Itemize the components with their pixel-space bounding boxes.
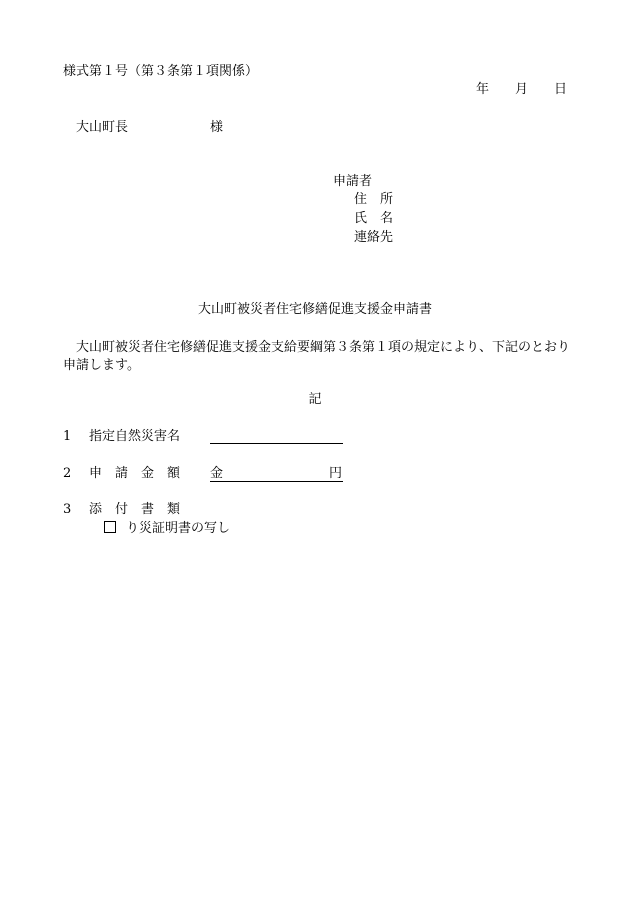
applicant-address-label: 住 所 bbox=[354, 192, 394, 207]
applicant-name-label: 氏 名 bbox=[354, 211, 394, 226]
amount-field[interactable] bbox=[210, 467, 343, 482]
item-number: 3 bbox=[63, 502, 72, 517]
attachment-checkbox[interactable] bbox=[104, 521, 116, 533]
date-line bbox=[476, 83, 567, 96]
item-label: 指定自然災害名 bbox=[89, 429, 181, 444]
applicant-contact-label: 連絡先 bbox=[354, 230, 394, 245]
item-disaster-name bbox=[63, 430, 180, 443]
document-title: 大山町被災者住宅修繕促進支援金申請書 bbox=[197, 302, 432, 317]
item-attachments bbox=[63, 503, 180, 516]
amount-unit: 円 bbox=[328, 466, 342, 481]
item-label: 申 請 金 額 bbox=[89, 466, 181, 481]
date-day: 日 bbox=[554, 82, 568, 97]
addressee-name: 大山町長 bbox=[76, 120, 129, 135]
date-year: 年 bbox=[476, 82, 490, 97]
ki-heading: 記 bbox=[308, 392, 322, 407]
disaster-name-field[interactable] bbox=[210, 443, 343, 444]
attachment-item bbox=[104, 521, 230, 535]
applicant-heading: 申請者 bbox=[333, 174, 373, 189]
amount-prefix: 金 bbox=[210, 466, 224, 481]
form-number: 様式第１号（第３条第１項関係） bbox=[63, 64, 259, 79]
body-text: 大山町被災者住宅修繕促進支援金支給要綱第３条第１項の規定により、下記のとおり申請します。 bbox=[63, 340, 571, 373]
attachment-label: り災証明書の写し bbox=[126, 521, 231, 536]
item-number: 2 bbox=[63, 466, 72, 481]
item-amount bbox=[63, 467, 180, 480]
item-label: 添 付 書 類 bbox=[89, 502, 181, 517]
addressee bbox=[76, 121, 223, 134]
addressee-honorific: 様 bbox=[210, 120, 224, 135]
date-month: 月 bbox=[515, 82, 529, 97]
item-number: 1 bbox=[63, 429, 72, 444]
